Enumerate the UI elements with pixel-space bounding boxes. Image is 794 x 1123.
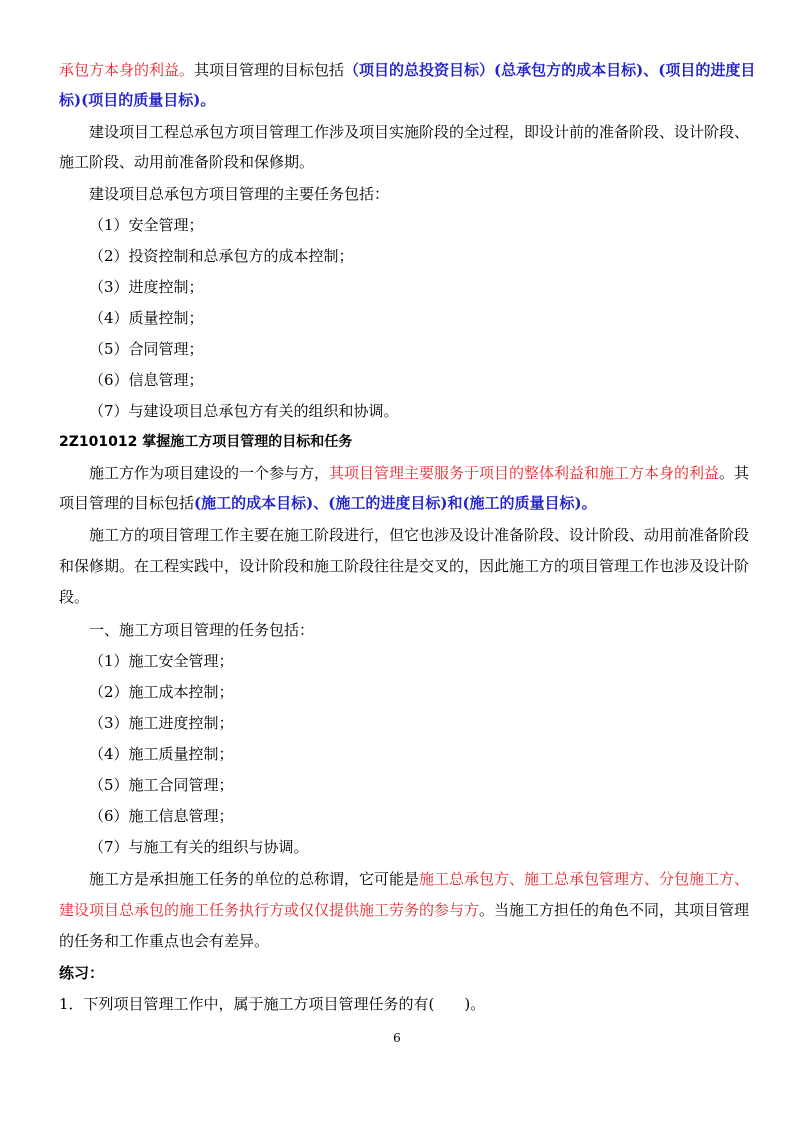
highlight-blue: 。 — [581, 494, 597, 512]
paragraph-1-line-2 — [59, 89, 215, 111]
paragraph-3: 建设项目总承包方项目管理的主要任务包括： — [89, 185, 390, 203]
text: 。当施工方担任的角色不同，其项目管理 — [479, 901, 750, 919]
list-item: （1）安全管理； — [89, 216, 204, 234]
highlight-blue: 、 — [313, 494, 329, 512]
list-item: （4）施工质量控制； — [89, 745, 234, 763]
paragraph-4-line-2 — [59, 492, 597, 514]
text: 施工方是承担施工任务的单位的总称谓，它可能是 — [89, 870, 420, 888]
text: 其项目管理的目标包括 — [194, 61, 345, 79]
paragraph-7-line-2 — [59, 899, 749, 921]
list-item: （5）合同管理； — [89, 340, 204, 358]
paragraph-1-line-1 — [59, 59, 755, 81]
list-item: （3）施工进度控制； — [89, 714, 234, 732]
paragraph-5-line-1: 施工方的项目管理工作主要在施工阶段进行，但它也涉及设计准备阶段、设计阶段、动用前准备阶段 — [89, 526, 750, 544]
text: 项目管理的目标包括 — [59, 494, 195, 512]
paragraph-2-line-1: 建设项目工程总承包方项目管理工作涉及项目实施阶段的全过程，即设计前的准备阶段、设计阶段、 — [89, 123, 750, 141]
paragraph-7-line-1 — [89, 868, 749, 890]
highlight-blue: (施工的质量目标) — [462, 494, 582, 512]
list-item: （5）施工合同管理； — [89, 776, 234, 794]
highlight-blue: 标) — [59, 91, 82, 109]
list-item: （6）施工信息管理； — [89, 807, 234, 825]
highlight-blue: 、 — [643, 61, 659, 79]
list-item: （6）信息管理； — [89, 371, 204, 389]
list-item: （4）质量控制； — [89, 309, 204, 327]
highlight-blue: 和 — [447, 494, 463, 512]
list-item: （7）与建设项目总承包方有关的组织和协调。 — [89, 402, 399, 420]
question-1: 1．下列项目管理工作中，属于施工方项目管理任务的有( )。 — [59, 995, 486, 1013]
paragraph-5-line-3: 段。 — [59, 588, 90, 606]
highlight-blue: 。 — [200, 91, 216, 109]
paragraph-7-line-3: 的任务和工作重点也会有差异。 — [59, 932, 270, 950]
highlight-red: 施工总承包方、施工总承包管理方、分包施工方、 — [419, 870, 750, 888]
highlight-blue: (施工的进度目标) — [328, 494, 448, 512]
paragraph-2-line-2: 施工阶段、动用前准备阶段和保修期。 — [59, 153, 315, 171]
highlight-blue: (总承包方的成本目标) — [494, 61, 644, 79]
text: 施工方作为项目建设的一个参与方， — [89, 464, 330, 482]
highlight-blue: (项目的质量目标) — [81, 91, 201, 109]
highlight-blue: （项目的总投资目标） — [344, 61, 495, 79]
list-item: （3）进度控制； — [89, 278, 204, 296]
page-number: 6 — [393, 1031, 401, 1045]
list-item: （7）与施工有关的组织与协调。 — [89, 838, 309, 856]
list-item: （1）施工安全管理； — [89, 652, 234, 670]
highlight-red: 承包方本身的利益。 — [59, 61, 195, 79]
paragraph-5-line-2: 和保修期。在工程实践中，设计阶段和施工阶段往往是交叉的，因此施工方的项目管理工作也涉及设计阶 — [59, 557, 750, 575]
paragraph-4-line-1 — [89, 462, 749, 484]
exercise-label: 练习： — [59, 964, 105, 982]
list-item: （2）施工成本控制； — [89, 683, 234, 701]
highlight-red: 其项目管理主要服务于项目的整体利益和施工方本身的利益 — [329, 464, 720, 482]
paragraph-6: 一、施工方项目管理的任务包括： — [89, 621, 315, 639]
section-heading: 2Z101012 掌握施工方项目管理的目标和任务 — [59, 434, 353, 450]
list-item: （2）投资控制和总承包方的成本控制； — [89, 247, 354, 265]
highlight-red: 建设项目总承包的施工任务执行方或仅仅提供施工劳务的参与方 — [59, 901, 480, 919]
text: 。其 — [719, 464, 750, 482]
highlight-blue: (施工的成本目标) — [194, 494, 314, 512]
highlight-blue: (项目的进度目 — [658, 61, 756, 79]
